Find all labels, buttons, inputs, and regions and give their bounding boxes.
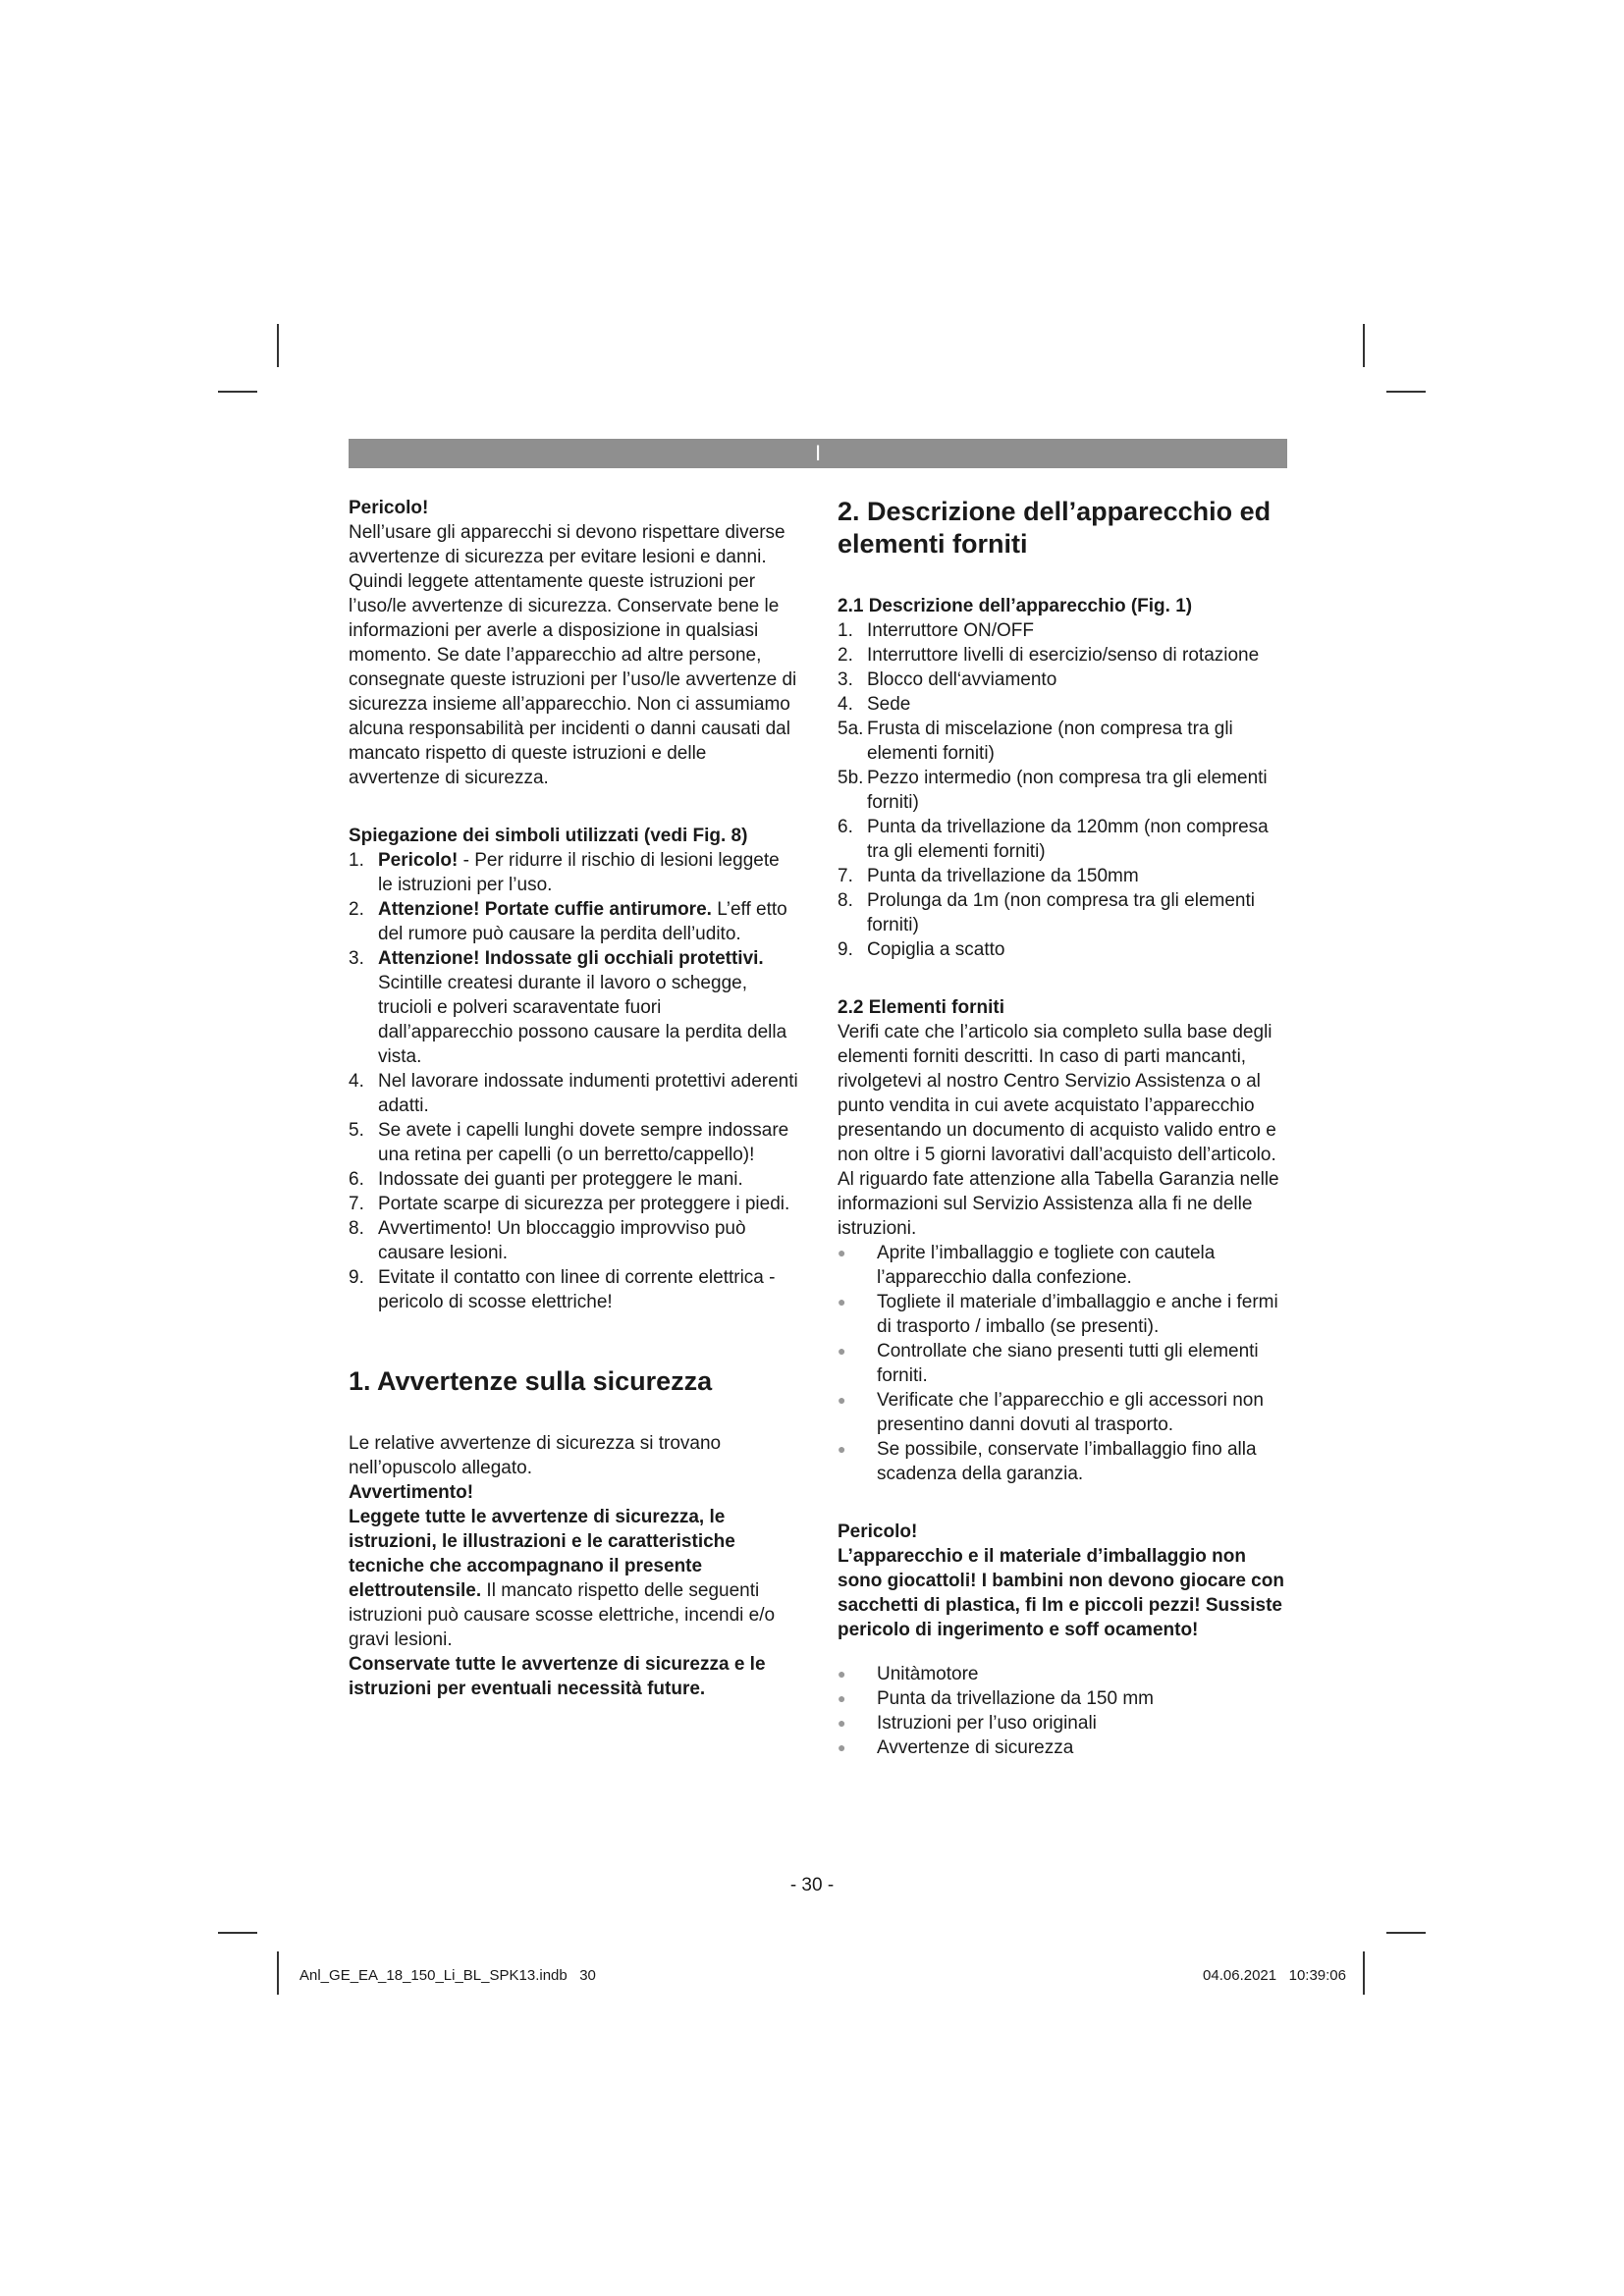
crop-mark <box>218 1932 257 1934</box>
supplied-bullets <box>838 1241 1287 1486</box>
bullet-icon: ● <box>838 1392 846 1408</box>
list-item: 9. Copiglia a scatto <box>838 939 1005 960</box>
list-item: ● Controllate che siano presenti tutti gli elementi forniti. <box>838 1341 1259 1386</box>
list-item: 4. Nel lavorare indossate indumenti protettivi aderenti adatti. <box>349 1071 798 1116</box>
list-item: 6. Indossate dei guanti per proteggere le mani. <box>349 1169 743 1190</box>
supplied-text: Verifi cate che l’articolo sia completo sulla base degli elementi forniti descritti. In caso di parti mancanti, rivolgetevi al nostro Centro Servizio Assistenza o al punto vendita in cui avete acquistato l’apparecchio presentando un documento di acquisto valido entro e non oltre i 5 giorni lavorativi dall’acquisto dell’articolo. Al riguardo fate attenzione alla Tabella Garanzia nelle informazioni sul Servizio Assistenza alla fi ne delle istruzioni. <box>838 1022 1279 1239</box>
bullet-icon: ● <box>838 1715 846 1731</box>
bullet-icon: ● <box>838 1343 846 1359</box>
bullet-icon: ● <box>838 1666 846 1682</box>
crop-mark <box>1363 324 1365 367</box>
danger2-title: Pericolo! <box>838 1522 918 1542</box>
bullet-icon: ● <box>838 1739 846 1755</box>
list-item: ● Punta da trivellazione da 150 mm <box>838 1688 1154 1709</box>
list-item: 9. Evitate il contatto con linee di corrente elettrica - pericolo di scosse elettriche! <box>349 1267 776 1312</box>
list-item: 7. Portate scarpe di sicurezza per proteggere i piedi. <box>349 1194 790 1214</box>
crop-mark <box>1386 1932 1426 1934</box>
danger-title: Pericolo! <box>349 498 429 518</box>
list-item: 3. Blocco dell‘avviamento <box>838 669 1057 690</box>
supplied-title: 2.2 Elementi forniti <box>838 997 1004 1018</box>
list-item: ● Aprite l’imballaggio e togliete con cautela l’apparecchio dalla confezione. <box>838 1243 1216 1288</box>
contents-list <box>838 1662 1287 1760</box>
list-item: 5b. Pezzo intermedio (non compresa tra gli elementi forniti) <box>838 768 1268 813</box>
bullet-icon: ● <box>838 1294 846 1309</box>
desc-title: 2.1 Descrizione dell’apparecchio (Fig. 1) <box>838 596 1193 616</box>
crop-mark <box>218 391 257 393</box>
danger2-text: L’apparecchio e il materiale d’imballaggio non sono giocattoli! I bambini non devono giocare con sacchetti di plastica, fi lm e piccoli pezzi! Sussiste pericolo di ingerimento e soff ocamento! <box>838 1546 1284 1640</box>
footer-date: 04.06.2021 10:39:06 <box>1203 1967 1346 1984</box>
warning-title: Avvertimento! <box>349 1482 474 1503</box>
list-item: ● Unitàmotore <box>838 1664 979 1684</box>
language-band: I <box>349 439 1287 468</box>
right-column <box>838 496 1287 1760</box>
warning-text: Leggete tutte le avvertenze di sicurezza, le istruzioni, le illustrazioni e le caratteristiche tecniche che accompagnano il presente elettroutensile. Il mancato rispetto delle seguenti istruzioni può causare scosse elettriche, incendi e/o gravi lesioni. <box>349 1507 776 1650</box>
list-item: ● Istruzioni per l’uso originali <box>838 1713 1097 1734</box>
danger-text: Nell’usare gli apparecchi si devono rispettare diverse avvertenze di sicurezza per evitare lesioni e danni. Quindi leggete attentamente queste istruzioni per l’uso/le avvertenze di sicurezza. Conservate bene le informazioni per averle a disposizione in qualsiasi momento. Se date l’apparecchio ad altre persone, consegnate queste istruzioni per l’uso/le avvertenze di sicurezza insieme all’apparecchio. Non ci assumiamo alcuna responsabilità per incidenti o danni causati dal mancato rispetto di queste istruzioni e delle avvertenze di sicurezza. <box>349 522 797 788</box>
list-item: 7. Punta da trivellazione da 150mm <box>838 866 1139 886</box>
symbols-title: Spiegazione dei simboli utilizzati (vedi Fig. 8) <box>349 826 748 846</box>
list-item: 8. Avvertimento! Un bloccaggio improvviso può causare lesioni. <box>349 1218 746 1263</box>
page-number: - 30 - <box>789 1875 835 1896</box>
crop-mark <box>1386 391 1426 393</box>
list-item: 8. Prolunga da 1m (non compresa tra gli elementi forniti) <box>838 890 1255 935</box>
left-column <box>349 496 798 1701</box>
footer-file: Anl_GE_EA_18_150_Li_BL_SPK13.indb 30 <box>299 1967 596 1984</box>
desc-list <box>838 618 1287 962</box>
keep-instructions: Conservate tutte le avvertenze di sicurezza e le istruzioni per eventuali necessità future. <box>349 1654 766 1699</box>
list-item: 3. Attenzione! Indossate gli occhiali protettivi. Scintille createsi durante il lavoro o schegge, trucioli e polveri scaraventate fuori dall’apparecchio possono causare la perdita della vista. <box>349 948 787 1067</box>
bullet-icon: ● <box>838 1690 846 1706</box>
section2-title: 2. Descrizione dell’apparecchio ed elementi forniti <box>838 497 1272 559</box>
list-item: 1. Interruttore ON/OFF <box>838 620 1034 641</box>
list-item: 4. Sede <box>838 694 911 715</box>
list-item: ● Se possibile, conservate l’imballaggio fino alla scadenza della garanzia. <box>838 1439 1257 1484</box>
list-item: 6. Punta da trivellazione da 120mm (non compresa tra gli elementi forniti) <box>838 817 1269 862</box>
crop-mark <box>277 324 279 367</box>
crop-mark <box>277 1951 279 1995</box>
section1-intro: Le relative avvertenze di sicurezza si trovano nell’opuscolo allegato. <box>349 1433 722 1478</box>
list-item: ● Avvertenze di sicurezza <box>838 1737 1074 1758</box>
bullet-icon: ● <box>838 1441 846 1457</box>
list-item: 2. Attenzione! Portate cuffie antirumore. L’eff etto del rumore può causare la perdita dell’udito. <box>349 899 787 944</box>
list-item: 5a. Frusta di miscelazione (non compresa tra gli elementi forniti) <box>838 719 1233 764</box>
list-item: 2. Interruttore livelli di esercizio/senso di rotazione <box>838 645 1260 666</box>
crop-mark <box>1363 1951 1365 1995</box>
list-item: 1. Pericolo! - Per ridurre il rischio di lesioni leggete le istruzioni per l’uso. <box>349 850 780 895</box>
list-item: ● Togliete il materiale d’imballaggio e anche i fermi di trasporto / imballo (se presenti). <box>838 1292 1278 1337</box>
section1-title: 1. Avvertenze sulla sicurezza <box>349 1366 713 1396</box>
symbols-list <box>349 848 798 1314</box>
bullet-icon: ● <box>838 1245 846 1260</box>
list-item: ● Verificate che l’apparecchio e gli accessori non presentino danni dovuti al trasporto. <box>838 1390 1264 1435</box>
list-item: 5. Se avete i capelli lunghi dovete sempre indossare una retina per capelli (o un berretto/cappello)! <box>349 1120 789 1165</box>
